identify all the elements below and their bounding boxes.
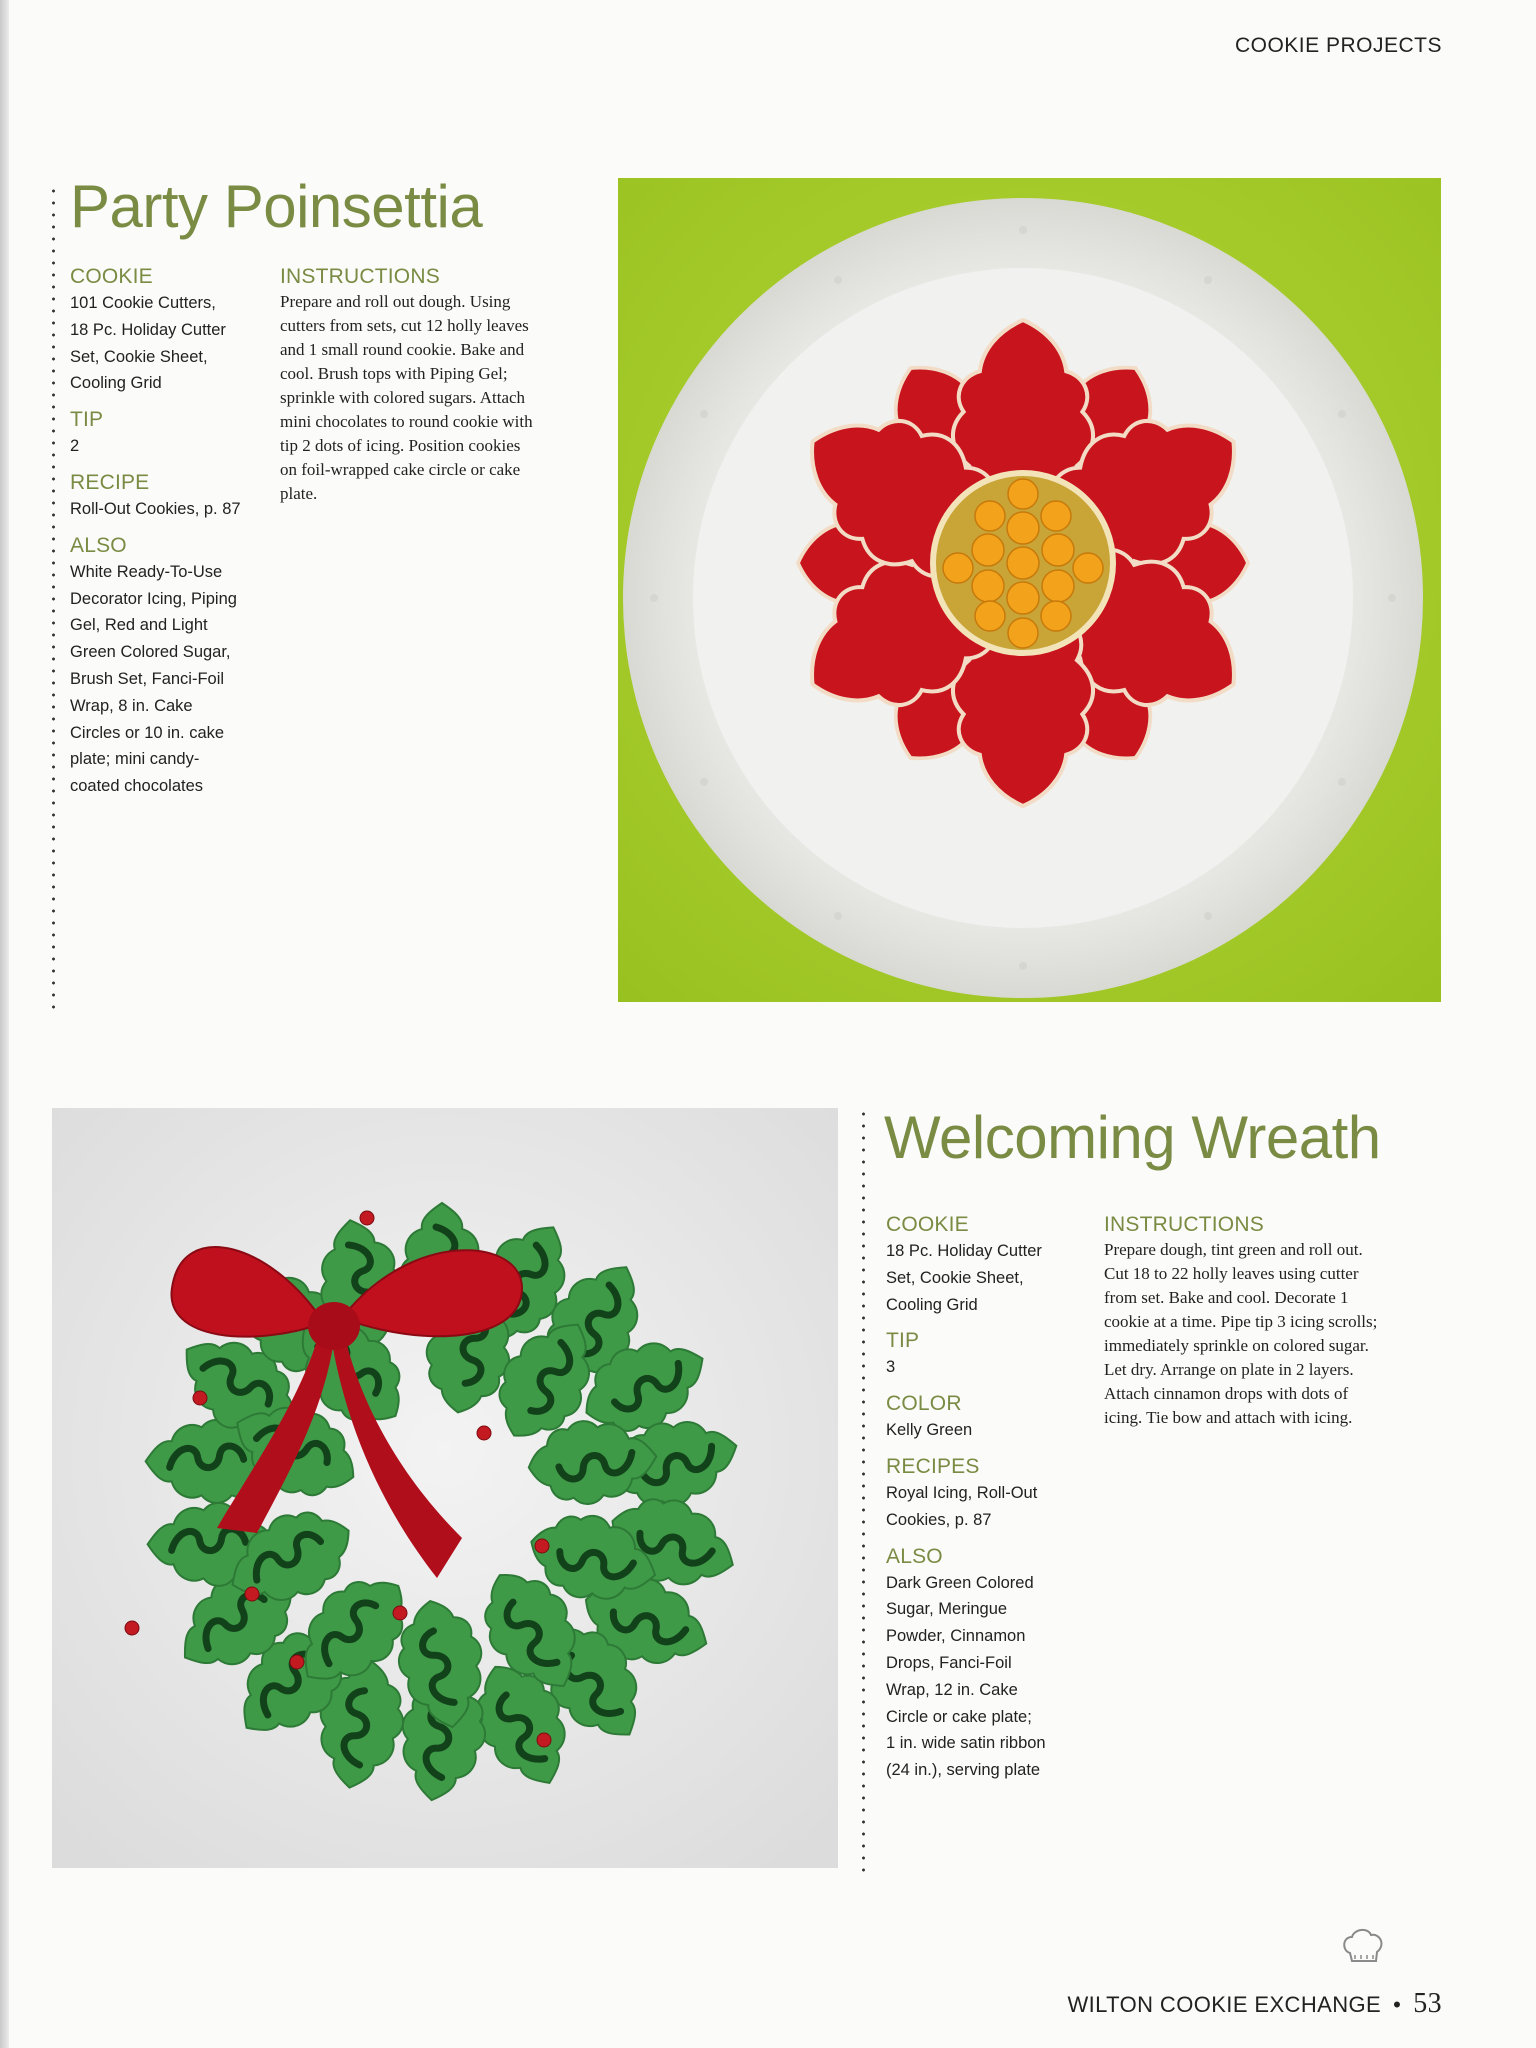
text-line: mini chocolates to round cookie with: [280, 412, 533, 431]
page-spine-shadow: [0, 0, 9, 2048]
text-line: from set. Bake and cool. Decorate 1: [1104, 1288, 1349, 1307]
poinsettia-also-heading: ALSO: [70, 533, 127, 557]
text-line: cookie at a time. Pipe tip 3 icing scrolls;: [1104, 1312, 1378, 1331]
text-line: Dark Green Colored: [886, 1573, 1034, 1592]
text-line: tip 2 dots of icing. Position cookies: [280, 436, 521, 455]
text-line: Drops, Fanci-Foil: [886, 1653, 1012, 1672]
footer-publication: WILTON COOKIE EXCHANGE: [1067, 1992, 1382, 2017]
text-line: 2: [70, 437, 80, 456]
text-line: plate; mini candy-: [70, 750, 200, 769]
poinsettia-tip-list: [70, 433, 270, 460]
text-line: Wrap, 12 in. Cake: [886, 1680, 1018, 1699]
footer-separator: •: [1393, 1992, 1402, 2017]
text-line: Powder, Cinnamon: [886, 1627, 1026, 1646]
text-line: immediately sprinkle on colored sugar.: [1104, 1336, 1369, 1355]
poinsettia-instructions-heading: INSTRUCTIONS: [280, 265, 440, 288]
text-line: Let dry. Arrange on plate in 2 layers.: [1104, 1360, 1354, 1379]
text-line: Circle or cake plate;: [886, 1707, 1032, 1726]
text-line: Circles or 10 in. cake: [70, 723, 225, 742]
text-line: Roll-Out Cookies, p. 87: [70, 499, 241, 518]
wreath-cookie-list: [886, 1238, 1086, 1318]
wreath-color-list: [886, 1417, 1086, 1444]
section-header: COOKIE PROJECTS: [1234, 34, 1442, 57]
text-line: Gel, Red and Light: [70, 616, 208, 635]
wreath-tip-heading: TIP: [886, 1329, 920, 1353]
text-line: Green Colored Sugar,: [70, 643, 231, 662]
text-line: Cooling Grid: [886, 1295, 978, 1314]
text-line: Prepare dough, tint green and roll out.: [1104, 1240, 1363, 1259]
wreath-also-list: [886, 1570, 1086, 1784]
poinsettia-photo: [618, 178, 1441, 1002]
poinsettia-recipe-list: [70, 496, 270, 523]
text-line: Cut 18 to 22 holly leaves using cutter: [1104, 1264, 1359, 1283]
text-line: Set, Cookie Sheet,: [70, 347, 208, 366]
poinsettia-title: Party Poinsettia: [70, 173, 483, 240]
text-line: icing. Tie bow and attach with icing.: [1104, 1408, 1353, 1427]
poinsettia-dotted-rule: [52, 185, 55, 1010]
text-line: sprinkle with colored sugars. Attach: [280, 388, 526, 407]
page-footer: [1067, 1988, 1442, 2020]
text-line: 3: [886, 1358, 896, 1377]
poinsettia-also-list: [70, 559, 270, 800]
text-line: Decorator Icing, Piping: [70, 589, 237, 608]
wreath-tip-list: [886, 1354, 1086, 1381]
poinsettia-cookie-heading: COOKIE: [70, 265, 153, 288]
page-number: 53: [1413, 1988, 1442, 2019]
wreath-instructions: [1104, 1212, 1434, 1430]
wreath-instructions-text: [1104, 1238, 1434, 1430]
text-line: Royal Icing, Roll-Out: [886, 1483, 1038, 1502]
text-line: cool. Brush tops with Piping Gel;: [280, 364, 508, 383]
text-line: and 1 small round cookie. Bake and: [280, 340, 525, 359]
text-line: Prepare and roll out dough. Using: [280, 292, 511, 311]
poinsettia-supplies-column: [70, 264, 270, 800]
text-line: 18 Pc. Holiday Cutter: [70, 320, 226, 339]
text-line: White Ready-To-Use: [70, 562, 223, 581]
wreath-recipes-list: [886, 1480, 1086, 1534]
wreath-dotted-rule: [862, 1108, 865, 1876]
text-line: Cookies, p. 87: [886, 1510, 992, 1529]
text-line: cutters from sets, cut 12 holly leaves: [280, 316, 529, 335]
poinsettia-cookie-list: [70, 290, 270, 397]
poinsettia-instructions-text: [280, 290, 610, 506]
text-line: Brush Set, Fanci-Foil: [70, 669, 225, 688]
chef-hat-icon: [1340, 1925, 1386, 1971]
wreath-title: Welcoming Wreath: [884, 1104, 1381, 1171]
text-line: plate.: [280, 484, 318, 503]
wreath-supplies-column: [886, 1212, 1086, 1784]
text-line: Set, Cookie Sheet,: [886, 1268, 1024, 1287]
text-line: 101 Cookie Cutters,: [70, 294, 216, 312]
text-line: Wrap, 8 in. Cake: [70, 696, 193, 715]
text-line: 1 in. wide satin ribbon: [886, 1734, 1046, 1753]
text-line: on foil-wrapped cake circle or cake: [280, 460, 521, 479]
poinsettia-instructions: [280, 264, 610, 506]
wreath-instructions-heading: INSTRUCTIONS: [1104, 1213, 1264, 1236]
wreath-photo: [52, 1108, 838, 1868]
text-line: Cooling Grid: [70, 374, 162, 393]
wreath-also-heading: ALSO: [886, 1544, 943, 1568]
poinsettia-recipe-heading: RECIPE: [70, 470, 150, 494]
wreath-color-heading: COLOR: [886, 1392, 962, 1416]
wreath-recipes-heading: RECIPES: [886, 1454, 980, 1478]
wreath-cookie-heading: COOKIE: [886, 1213, 969, 1236]
text-line: Attach cinnamon drops with dots of: [1104, 1384, 1349, 1403]
text-line: 18 Pc. Holiday Cutter: [886, 1242, 1042, 1260]
poinsettia-tip-heading: TIP: [70, 408, 104, 432]
text-line: coated chocolates: [70, 777, 204, 796]
text-line: (24 in.), serving plate: [886, 1761, 1041, 1780]
text-line: Kelly Green: [886, 1421, 973, 1440]
text-line: Sugar, Meringue: [886, 1600, 1008, 1619]
